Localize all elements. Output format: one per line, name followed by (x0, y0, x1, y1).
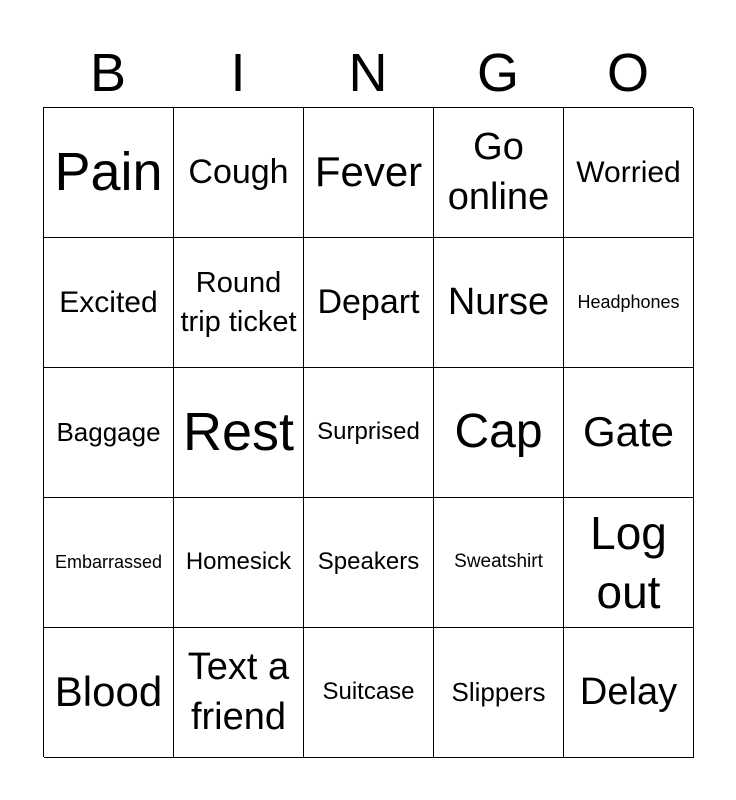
cell-label: Cough (188, 152, 289, 191)
cell-label: Blood (54, 668, 163, 716)
bingo-grid (43, 107, 693, 757)
bingo-cell[interactable] (434, 628, 564, 758)
bingo-cell[interactable] (304, 498, 434, 628)
bingo-header (43, 40, 693, 106)
cell-label: Headphones (577, 291, 680, 312)
bingo-cell[interactable] (434, 238, 564, 368)
cell-label: Go online (447, 126, 550, 218)
cell-label: Round trip ticket (180, 267, 297, 338)
bingo-cell[interactable] (304, 238, 434, 368)
bingo-cell[interactable] (434, 368, 564, 498)
bingo-cell[interactable] (174, 368, 304, 498)
bingo-cell[interactable] (564, 368, 694, 498)
bingo-cell[interactable] (564, 498, 694, 628)
bingo-cell[interactable] (44, 628, 174, 758)
bingo-cell[interactable] (564, 628, 694, 758)
header-letter-o: O (606, 43, 649, 103)
cell-label: Speakers (317, 548, 420, 576)
header-letter-b: B (89, 43, 127, 103)
cell-label: Sweatshirt (454, 551, 543, 573)
bingo-cell[interactable] (174, 628, 304, 758)
bingo-cell[interactable] (174, 108, 304, 238)
cell-label: Fever (314, 148, 423, 196)
cell-label: Slippers (451, 677, 546, 708)
cell-label: Embarrassed (54, 551, 163, 572)
cell-label: Gate (582, 408, 675, 456)
cell-label: Suitcase (322, 678, 415, 706)
cell-label: Text a friend (187, 646, 290, 738)
cell-label: Homesick (185, 548, 292, 576)
cell-label: Excited (59, 286, 158, 319)
bingo-cell[interactable] (44, 108, 174, 238)
bingo-cell[interactable] (304, 108, 434, 238)
cell-label: Pain (54, 142, 163, 203)
header-letter-n: N (348, 43, 388, 103)
bingo-cell[interactable] (434, 108, 564, 238)
bingo-cell[interactable] (434, 498, 564, 628)
header-letter-i: I (230, 43, 246, 103)
cell-label: Cap (454, 405, 543, 459)
bingo-cell[interactable] (304, 628, 434, 758)
cell-label: Depart (317, 282, 420, 321)
cell-label: Baggage (56, 417, 161, 448)
cell-label: Worried (576, 156, 681, 189)
bingo-cell[interactable] (564, 108, 694, 238)
bingo-cell[interactable] (44, 368, 174, 498)
cell-label: Nurse (447, 280, 550, 323)
cell-label: Delay (579, 670, 678, 713)
bingo-cell[interactable] (304, 368, 434, 498)
cell-label: Rest (182, 402, 295, 463)
bingo-cell[interactable] (174, 238, 304, 368)
header-letter-g: G (476, 43, 519, 103)
bingo-cell[interactable] (564, 238, 694, 368)
bingo-cell[interactable] (44, 498, 174, 628)
bingo-cell[interactable] (44, 238, 174, 368)
bingo-cell[interactable] (174, 498, 304, 628)
cell-label: Log out (590, 507, 667, 618)
cell-label: Surprised (317, 418, 420, 446)
